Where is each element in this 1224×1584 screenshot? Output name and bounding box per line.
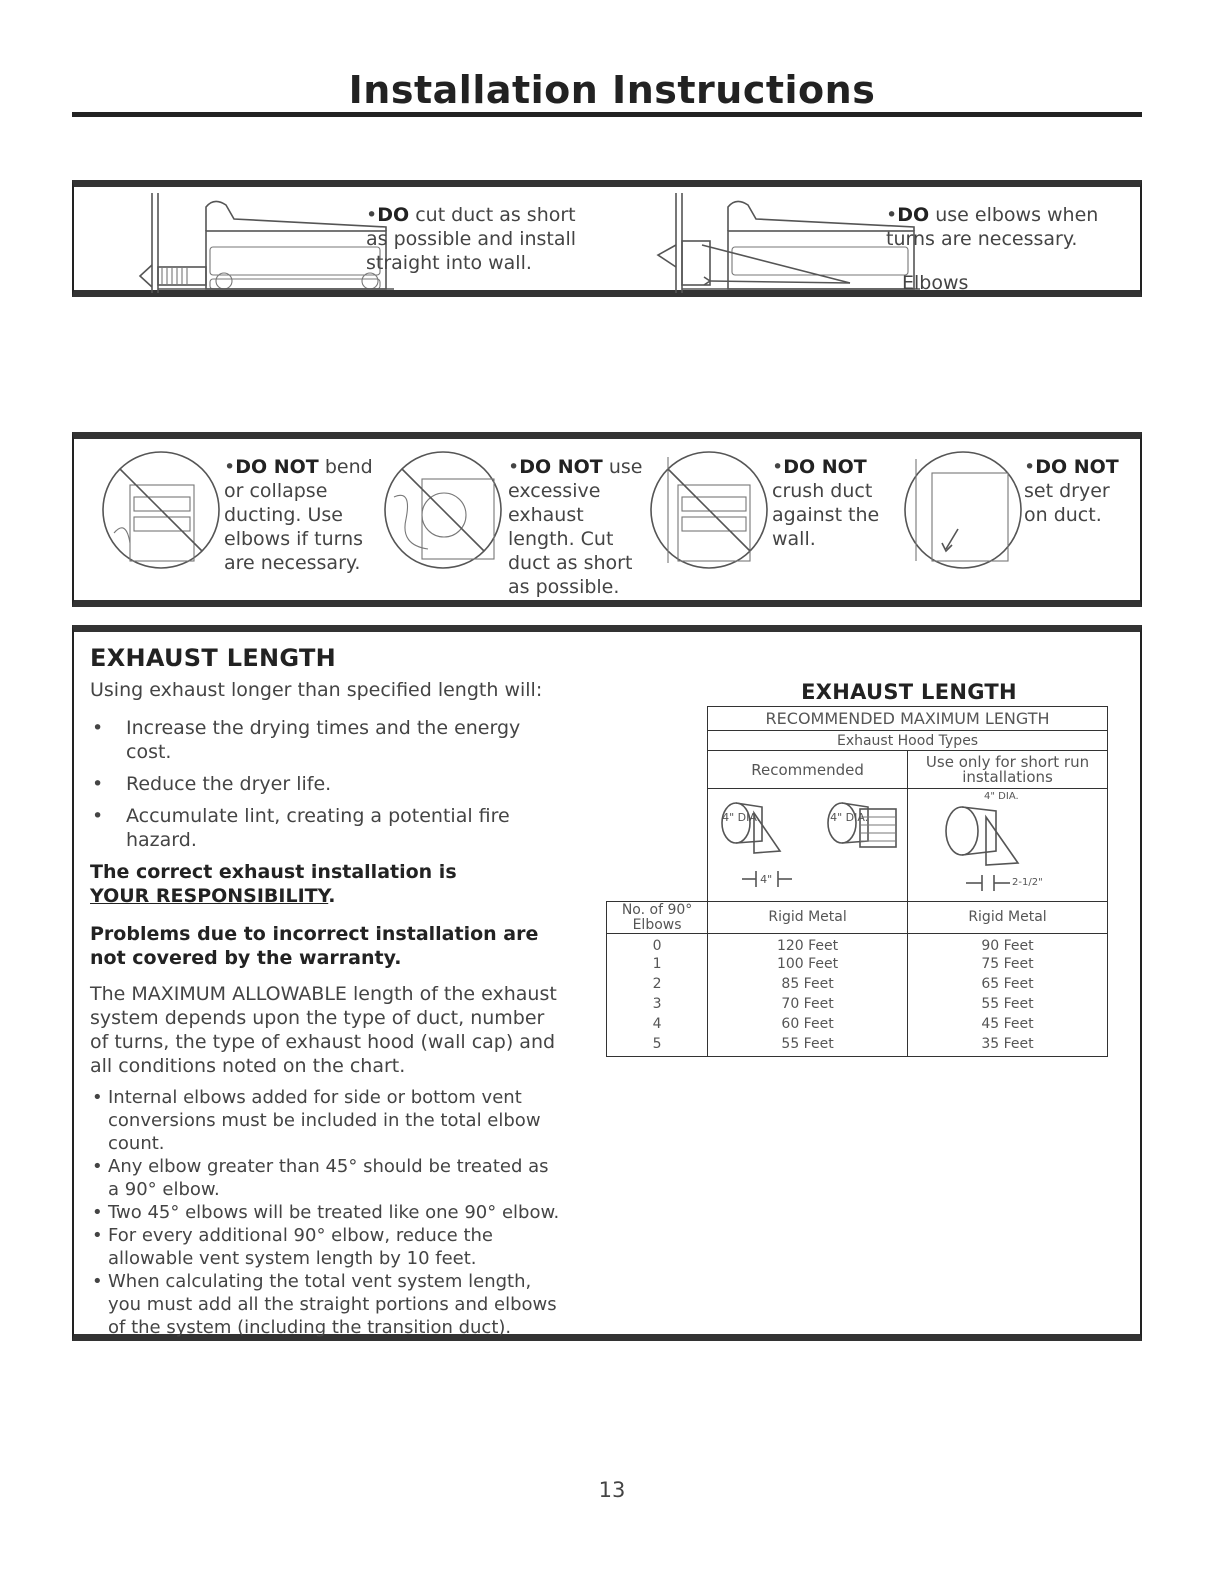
bent-duct-prohibited-icon [100,449,222,571]
list-item: • Two 45° elbows will be treated like one 90° elbow. [90,1201,560,1224]
short-run-cell: 90 Feet [908,934,1108,955]
tip-text: cut duct as short as possible and install straight into wall. [366,204,577,274]
elbows-cell: 4 [607,1014,708,1034]
page-number: 13 [598,1478,626,1502]
dia-label: 4" DIA. [830,811,869,824]
rigid-metal-header: Rigid Metal [708,902,908,934]
tip-label: DO [377,204,410,226]
elbows-cell: 5 [607,1034,708,1056]
tip-text: crush duct against the wall. [772,480,880,550]
hood-types-header: Exhaust Hood Types [708,731,1108,751]
dimension-label: 2-1/2" [1012,877,1043,888]
dryer-straight-duct-illustration [134,193,404,293]
tip-do-not-excessive: •DO NOT use excessive exhaust length. Cut duct as short as possible. [508,456,643,598]
recommended-cell: 55 Feet [708,1034,908,1056]
tip-text: bend or collapse ducting. Use elbows if turns are necessary. [224,456,373,574]
recommended-max-header: RECOMMENDED MAXIMUM LENGTH [708,707,1108,731]
dimension-label: 4" [760,873,773,886]
excessive-duct-prohibited-icon [382,449,504,571]
responsibility-suffix: . [328,885,336,907]
section-intro: Using exhaust longer than specified length will: [90,679,543,701]
list-item: • When calculating the total vent system length, you must add all the straight portions and elbows of the system (including the transition duct). [90,1270,560,1339]
elbows-label: Elbows [902,272,969,294]
notes-list [90,1086,560,1339]
recommended-cell: 70 Feet [708,994,908,1014]
elbows-cell: 3 [607,994,708,1014]
list-item: • Reduce the dryer life. [90,772,570,796]
warranty-note: Problems due to incorrect installation are not covered by the warranty. [90,923,539,969]
short-run-cell: 65 Feet [908,974,1108,994]
tip-do-not-set-dryer: •DO NOT set dryer on duct. [1024,456,1119,526]
recommended-header: Recommended [708,751,908,789]
table-row [607,1034,1108,1056]
tip-label: DO NOT [1035,456,1119,478]
rigid-metal-header: Rigid Metal [908,902,1108,934]
tip-do-use-elbows: •DO use elbows when turns are necessary. [886,204,1099,250]
elbows-cell: 0 [607,934,708,955]
dryer-on-duct-prohibited-icon [902,449,1024,571]
elbows-cell: 1 [607,954,708,974]
short-run-cell: 35 Feet [908,1034,1108,1056]
recommended-hoods-cell [708,789,908,902]
elbows-header: No. of 90° Elbows [607,902,708,934]
tip-do-cut-short: •DO cut duct as short as possible and install straight into wall. [366,204,577,274]
table-row [607,1014,1108,1034]
responsibility-emphasis: YOUR RESPONSIBILITY [90,885,329,907]
list-item: • Accumulate lint, creating a potential fire hazard. [90,804,516,852]
short-run-cell: 45 Feet [908,1014,1108,1034]
tip-text: use excessive exhaust length. Cut duct as short as possible. [508,456,643,598]
recommended-cell: 85 Feet [708,974,908,994]
short-run-cell: 55 Feet [908,994,1108,1014]
title-rule [72,112,1142,117]
exhaust-length-table [606,706,1108,1057]
list-item: • Any elbow greater than 45° should be treated as a 90° elbow. [90,1155,560,1201]
list-item: • Increase the drying times and the energy cost. [90,716,570,764]
dia-label: 4" DIA. [722,811,761,824]
table-row [607,954,1108,974]
tip-label: DO [897,204,930,226]
table-row [607,994,1108,1014]
list-item: • For every additional 90° elbow, reduce the allowable vent system length by 10 feet. [90,1224,560,1270]
tip-text: use elbows when turns are necessary. [886,204,1099,250]
tip-label: DO NOT [235,456,319,478]
effects-list [90,716,570,852]
short-run-header: Use only for short run installations [908,751,1108,789]
panel-do-tips [72,180,1142,297]
tip-text: set dryer on duct. [1024,480,1110,526]
tip-do-not-crush: •DO NOT crush duct against the wall. [772,456,880,550]
recommended-hoods-illustration [710,789,906,897]
short-run-hood-illustration [910,789,1106,897]
page-title: Installation Instructions [348,68,876,112]
tip-label: DO NOT [783,456,867,478]
section-heading: EXHAUST LENGTH [90,644,337,672]
recommended-cell: 100 Feet [708,954,908,974]
dia-label: 4" DIA. [984,791,1019,802]
panel-do-not-tips [72,432,1142,607]
crushed-duct-prohibited-icon [648,449,770,571]
responsibility-note [90,860,510,908]
tip-label: DO NOT [519,456,603,478]
table-row [607,974,1108,994]
exhaust-left-column [90,644,570,1339]
short-run-hood-cell [908,789,1108,902]
table-row [607,934,1108,955]
short-run-cell: 75 Feet [908,954,1108,974]
recommended-cell: 60 Feet [708,1014,908,1034]
tip-do-not-bend: •DO NOT bend or collapse ducting. Use elbows if turns are necessary. [224,456,373,574]
responsibility-prefix: The correct exhaust installation is [90,861,457,883]
elbows-cell: 2 [607,974,708,994]
list-item: • Internal elbows added for side or bottom vent conversions must be included in the total elbow count. [90,1086,560,1155]
table-title: EXHAUST LENGTH [801,680,1017,704]
recommended-cell: 120 Feet [708,934,908,955]
max-length-paragraph: The MAXIMUM ALLOWABLE length of the exhaust system depends upon the type of duct, number of turns, the type of exhaust hood (wall cap) and all conditions noted on the chart. [90,983,557,1077]
